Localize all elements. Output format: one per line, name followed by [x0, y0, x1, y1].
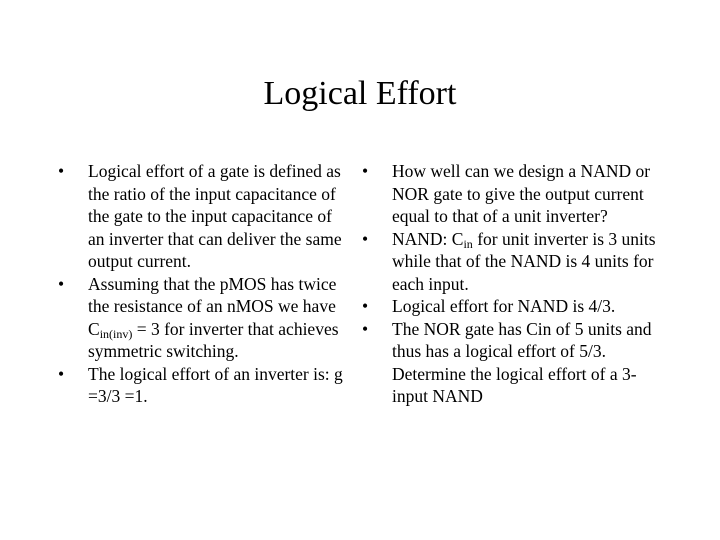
bullet-icon: • — [58, 273, 65, 294]
bullet-text: The logical effort of an inverter is: g =3/3 =1. — [88, 363, 343, 406]
bullet-item — [58, 273, 350, 363]
bullet-text-post: = 3 for inverter that achieves symmetric switching. — [88, 318, 339, 361]
bullet-icon: • — [58, 363, 65, 384]
bullet-item — [362, 295, 662, 318]
bullet-item — [362, 318, 662, 408]
bullet-item — [362, 160, 662, 228]
bullet-item — [362, 228, 662, 296]
left-bullet-list — [58, 160, 350, 408]
bullet-item — [58, 160, 350, 273]
subscript: in(inv) — [99, 326, 133, 341]
bullet-text-post: for unit inverter is 3 units while that of the NAND is 4 units for each input. — [392, 228, 656, 294]
bullet-text-pre: Assuming that the pMOS has twice the resistance of an nMOS we have C — [88, 273, 337, 339]
bullet-icon: • — [58, 161, 65, 181]
bullet-icon: • — [362, 296, 369, 316]
bullet-icon: • — [362, 228, 369, 249]
bullet-icon: • — [362, 161, 369, 181]
bullet-icon: • — [362, 318, 369, 339]
bullet-item — [58, 363, 350, 408]
bullet-text: The NOR gate has Cin of 5 units and thus has a logical effort of 5/3. Determine the logical effort of a 3-input NAND — [392, 318, 652, 406]
bullet-text-pre: NAND: C — [392, 228, 464, 249]
subscript: in — [463, 236, 473, 251]
bullet-text — [88, 273, 350, 363]
bullet-text: How well can we design a NAND or NOR gate to give the output current equal to that of a unit inverter? — [392, 161, 651, 226]
bullet-text: Logical effort for NAND is 4/3. — [392, 296, 616, 316]
bullet-text: Logical effort of a gate is defined as the ratio of the input capacitance of the gate to the input capacitance of an inverter that can deliver the same output current. — [88, 161, 342, 271]
slide-title: Logical Effort — [263, 75, 457, 112]
right-bullet-list — [362, 160, 662, 408]
bullet-text — [392, 228, 662, 296]
